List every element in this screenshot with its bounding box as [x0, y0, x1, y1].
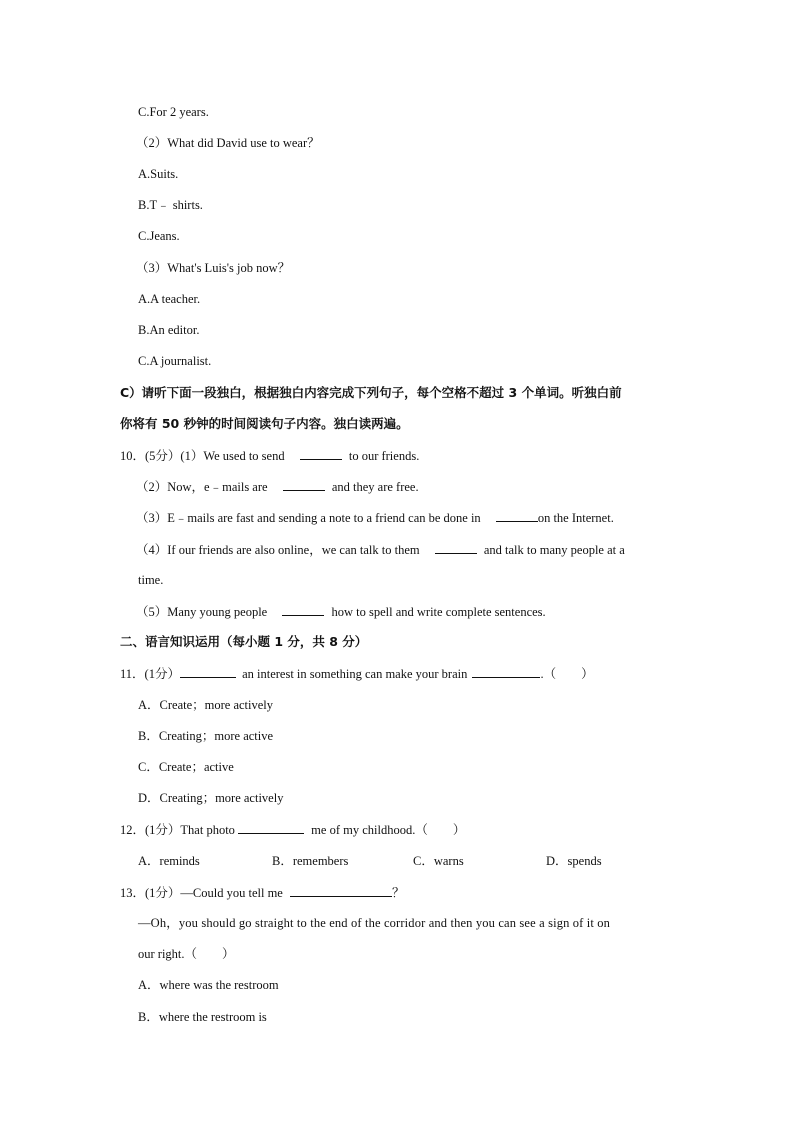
q13-option-a[interactable]: A．where was the restroom	[138, 978, 279, 992]
section-c-instruction-line2: 你将有 50 秒钟的时间阅读句子内容。独白读两遍。	[120, 416, 409, 431]
q12-stem	[120, 821, 465, 838]
q12-blank[interactable]	[238, 821, 304, 834]
q10-part1-text: 10．(5分）(1）We used to send	[120, 449, 285, 463]
q11-stem-middle: an interest in something can make your brain	[242, 667, 468, 681]
q13-option-b[interactable]: B．where the restroom is	[138, 1010, 267, 1024]
q10-part3	[136, 509, 614, 526]
q12-option-a[interactable]: A．reminds	[138, 854, 200, 868]
q13-reply-line1: —Oh，you should go straight to the end of the corridor and then you can see a sign of it on	[138, 916, 611, 930]
q12-stem-text: 12．(1分）That photo	[120, 823, 235, 837]
q10-blank-2[interactable]	[283, 478, 325, 491]
q12-stem-end: me of my childhood.（ ）	[311, 823, 466, 837]
q9-q3-option-a: A.A teacher.	[138, 292, 201, 306]
q10-part3-end: on the Internet.	[537, 511, 614, 525]
q13-reply-line2: our right.（ ）	[138, 947, 235, 961]
q10-part2	[136, 478, 419, 495]
q11-blank-1[interactable]	[180, 665, 236, 678]
q9-q2-option-a: A.Suits.	[138, 167, 179, 181]
q9-option-c1: C.For 2 years.	[138, 105, 209, 119]
q10-part2-end: and they are free.	[331, 480, 419, 494]
q10-part5-text: （5）Many young people	[136, 605, 268, 619]
q9-q3-option-c: C.A journalist.	[138, 354, 212, 368]
q12-option-c[interactable]: C．warns	[413, 854, 464, 868]
q10-part1-end: to our friends.	[348, 449, 420, 463]
q10-part1	[120, 447, 419, 464]
q12-option-d[interactable]: D．spends	[546, 854, 602, 868]
q10-part4-continued: time.	[138, 573, 164, 587]
q13-stem	[120, 884, 404, 901]
q11-stem-number: 11．(1分）	[120, 667, 180, 681]
q13-stem-end: ？	[391, 886, 405, 900]
q9-q2-option-b: B.T﹣ shirts.	[138, 198, 203, 212]
q10-part5	[136, 603, 546, 620]
q10-part4-text: （4）If our friends are also online，we can talk to them	[136, 543, 420, 557]
q12-option-b[interactable]: B．remembers	[272, 854, 349, 868]
q10-blank-4[interactable]	[435, 541, 477, 554]
q11-option-d[interactable]: D．Creating；more actively	[138, 791, 284, 805]
q9-question-3: （3）What's Luis's job now？	[136, 261, 291, 275]
section-c-instruction-line1: C）请听下面一段独白，根据独白内容完成下列句子，每个空格不超过 3 个单词。听独白前	[120, 385, 622, 400]
q13-stem-text: 13．(1分）—Could you tell me	[120, 886, 283, 900]
q10-part3-text: （3）E﹣mails are fast and sending a note to a friend can be done in	[136, 511, 481, 525]
q11-option-b[interactable]: B．Creating；more active	[138, 729, 274, 743]
q11-stem-end: .（ ）	[540, 667, 594, 681]
q11-blank-2[interactable]	[472, 665, 540, 678]
q11-option-a[interactable]: A．Create；more actively	[138, 698, 274, 712]
q9-question-2: （2）What did David use to wear？	[136, 136, 320, 150]
q13-blank[interactable]	[290, 884, 392, 897]
q11-option-c[interactable]: C．Create；active	[138, 760, 234, 774]
q9-q3-option-b: B.An editor.	[138, 323, 200, 337]
q10-part4	[136, 541, 625, 558]
q10-blank-1[interactable]	[300, 447, 342, 460]
q10-part5-end: how to spell and write complete sentences.	[331, 605, 546, 619]
q10-part4-end: and talk to many people at a	[483, 543, 625, 557]
q10-blank-5[interactable]	[282, 603, 324, 616]
section-2-heading: 二、语言知识运用（每小题 1 分，共 8 分）	[120, 634, 368, 649]
q11-stem	[120, 665, 594, 682]
q10-part2-text: （2）Now，e﹣mails are	[136, 480, 268, 494]
q9-q2-option-c: C.Jeans.	[138, 229, 180, 243]
q10-blank-3[interactable]	[496, 509, 538, 522]
